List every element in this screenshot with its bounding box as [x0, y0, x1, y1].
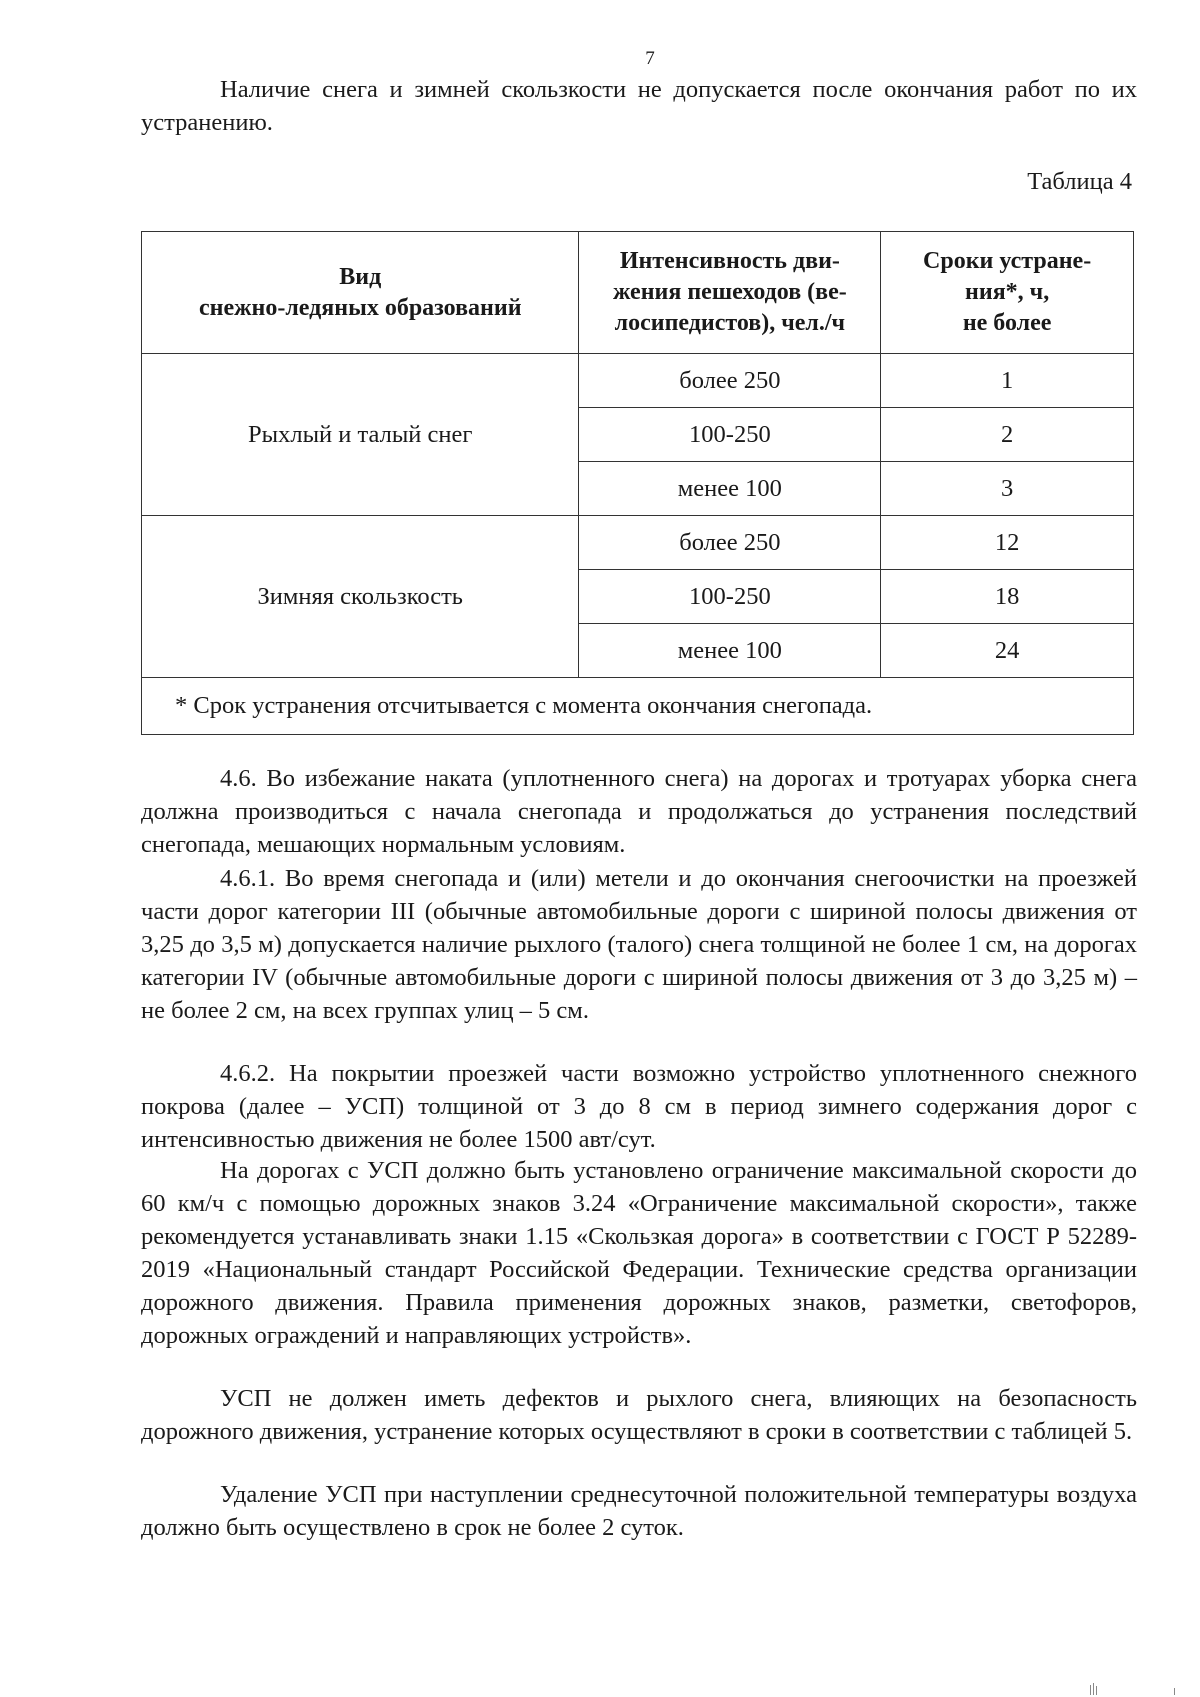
- table-footnote-row: [142, 678, 1134, 735]
- header-line: не более: [962, 310, 1052, 336]
- header-line: ния*, ч,: [965, 279, 1050, 305]
- table-row: [142, 354, 1134, 408]
- term-cell: 2: [881, 408, 1134, 462]
- snow-ice-removal-table: [141, 231, 1134, 735]
- paragraph-4-6-1: 4.6.1. Во время снегопада и (или) метели и до окончания снегоочистки на проезжей части дорог категории III (обычные автомобильные дороги с шириной полосы движения от 3,25 до 3,5 м) допускается наличие рыхлого (талого) снега толщиной не более 1 см, на дорогах категории IV (обычные автомобильные дороги с шириной полосы движения от 3 до 3,25 м) – не более 2 см, на всех группах улиц – 5 см.: [141, 865, 1137, 1024]
- term-cell: 3: [881, 462, 1134, 516]
- intensity-cell: более 250: [579, 354, 881, 408]
- header-intensity: [579, 232, 881, 354]
- term-cell: 18: [881, 570, 1134, 624]
- header-formation-type: [142, 232, 579, 354]
- intro-paragraph: Наличие снега и зимней скользкости не допускается после окончания работ по их устранению.: [141, 76, 1137, 136]
- term-cell: 24: [881, 624, 1134, 678]
- formation-type-cell: Зимняя скользкость: [142, 516, 579, 678]
- scan-mark: [1174, 1688, 1175, 1695]
- header-line: снежно-ледяных образований: [198, 294, 522, 321]
- paragraph-usp-speed-limit: На дорогах с УСП должно быть установлено ограничение максимальной скорости до 60 км/ч с помощью дорожных знаков 3.24 «Ограничение максимальной скорости», также рекомендуется устанавливать знаки 1.15 «Скользкая дорога» в соответствии с ГОСТ Р 52289-2019 «Национальный стандарт Российской Федерации. Технические средства организации дорожного движения. Правила применения дорожных знаков, разметки, светофоров, дорожных ограждений и направляющих устройств».: [141, 1157, 1137, 1349]
- page-number: 7: [645, 48, 655, 69]
- formation-type-cell: Рыхлый и талый снег: [142, 354, 579, 516]
- paragraph-usp-defects: УСП не должен иметь дефектов и рыхлого снега, влияющих на безопасность дорожного движения, устранение которых осуществляют в сроки в соответствии с таблицей 5.: [141, 1385, 1137, 1445]
- intensity-cell: более 250: [579, 516, 881, 570]
- table-caption: Таблица 4: [1027, 168, 1132, 195]
- paragraph-usp-removal: Удаление УСП при наступлении среднесуточной положительной температуры воздуха должно быть осуществлено в срок не более 2 суток.: [141, 1481, 1137, 1541]
- paragraph-4-6: 4.6. Во избежание наката (уплотненного снега) на дорогах и тротуарах уборка снега должна производиться с начала снегопада и продолжаться до устранения последствий снегопада, мешающих нормальным условиям.: [141, 765, 1137, 858]
- header-line: Вид: [339, 263, 382, 290]
- header-line: лосипедистов), чел./ч: [614, 310, 846, 336]
- table-row: [142, 516, 1134, 570]
- header-line: Сроки устране-: [923, 248, 1092, 274]
- term-cell: 12: [881, 516, 1134, 570]
- intensity-cell: 100-250: [579, 408, 881, 462]
- scan-mark: [1093, 1683, 1094, 1695]
- paragraph-4-6-2: 4.6.2. На покрытии проезжей части возможно устройство уплотненного снежного покрова (далее – УСП) толщиной от 3 до 8 см в период зимнего содержания дорог с интенсивностью движения не более 1500 авт/сут.: [141, 1060, 1137, 1153]
- table-footnote: * Срок устранения отсчитывается с момента окончания снегопада.: [142, 678, 1134, 735]
- header-line: Интенсивность дви-: [619, 248, 840, 274]
- table-header-row: [142, 232, 1134, 354]
- scan-mark: [1096, 1686, 1097, 1695]
- intensity-cell: менее 100: [579, 624, 881, 678]
- scan-mark: [1090, 1685, 1091, 1695]
- term-cell: 1: [881, 354, 1134, 408]
- intensity-cell: менее 100: [579, 462, 881, 516]
- intensity-cell: 100-250: [579, 570, 881, 624]
- header-removal-term: [881, 232, 1134, 354]
- header-line: жения пешеходов (ве-: [612, 279, 847, 305]
